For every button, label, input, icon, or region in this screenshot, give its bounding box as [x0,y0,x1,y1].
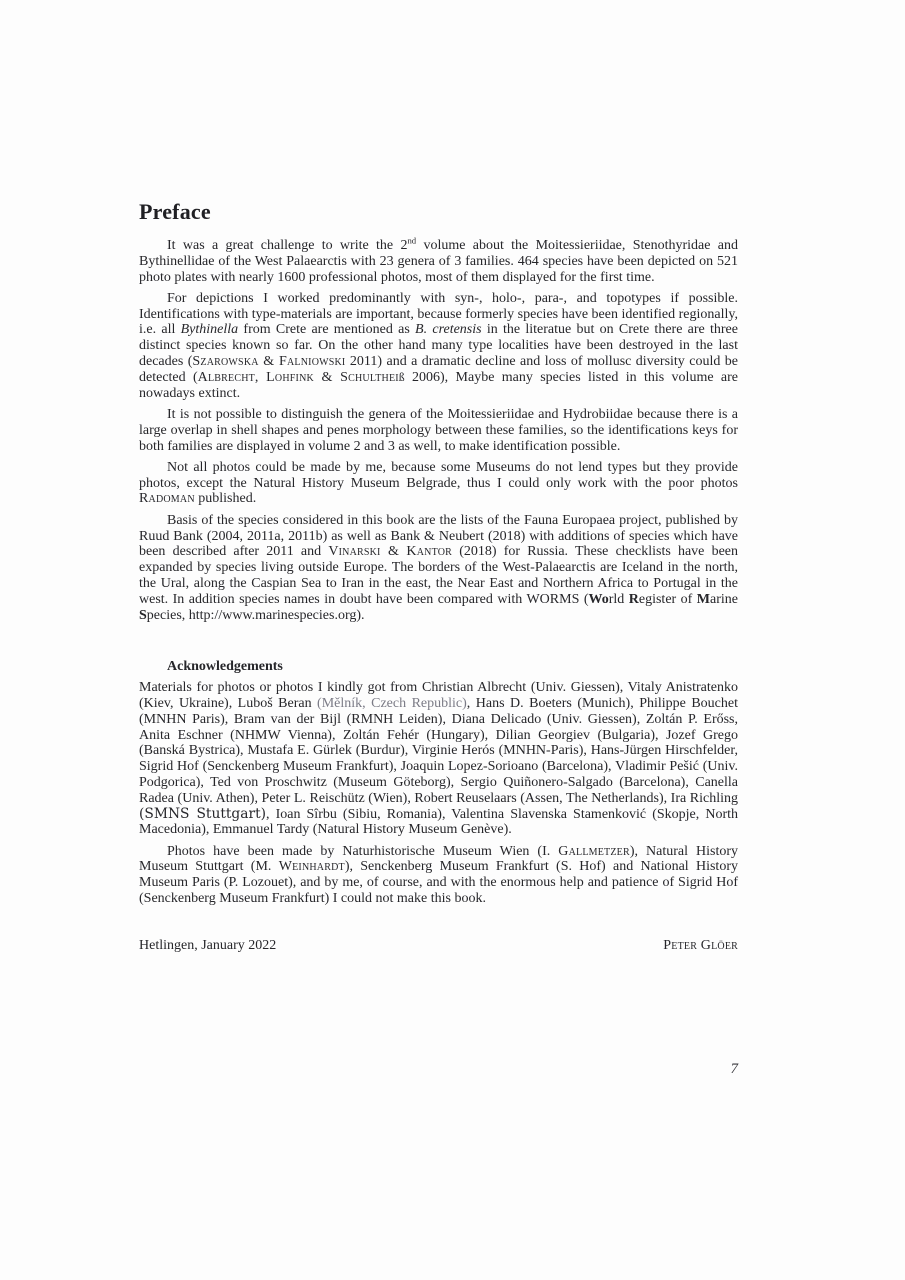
ordinal-superscript: nd [407,235,417,246]
paragraph: Basis of the species considered in this book are the lists of the Fauna Europaea project, published by Ruud Bank (2004, 2011a, 2011b) as well as Bank & Neubert (2018) with additions of species which have been described after 2011 and Vinarski & Kantor (2018) for Russia. These checklists have been expanded by species living outside Europe. The borders of the West-Palaearctis are Iceland in the north, the Ural, along the Caspian Sea to Iran in the east, the Near East and Northern Africa to Portugal in the west. In addition species names in doubt have been compared with WORMS (World Register of Marine Species, http://www.marinespecies.org). [139,512,738,623]
author-citation-smallcaps: Szarowska & Falniowski [192,354,346,370]
alt-font-affiliation: (SMNS Stuttgart) [139,805,266,822]
muted-affiliation: (Mělník, Czech Republic) [317,695,467,711]
paragraph: It is not possible to distinguish the genera of the Moitessieriidae and Hydrobiidae because there is a large overlap in shell shapes and penes morphology between these families, so the identifications keys for both families are displayed in volume 2 and 3 as well, to make identification possible. [139,406,738,454]
species-name-italic: B. cretensis [415,322,482,338]
page-text-block [139,199,738,954]
paragraph: Materials for photos or photos I kindly got from Christian Albrecht (Univ. Giessen), Vitaly Anistratenko (Kiev, Ukraine), Luboš Beran (Mělník, Czech Republic), Hans D. Boeters (Munich), Philippe Bouchet (MNHN Paris), Bram van der Bijl (RMNH Leiden), Diana Delicado (Univ. Giessen), Zoltán P. Erőss, Anita Eschner (NHMW Vienna), Zoltán Fehér (Hungary), Dilian Georgiev (Bulgaria), Jozef Grego (Banská Bystrica), Mustafa E. Gürlek (Burdur), Virginie Herós (MNHN-Paris), Hans-Jürgen Hirschfelder, Sigrid Hof (Senckenberg Museum Frankfurt), Joaquin Lopez-Sorioano (Barcelona), Vladimir Pešić (Univ. Podgorica), Ted von Proschwitz (Museum Göteborg), Sergio Quiñonero-Salgado (Barcelona), Canella Radea (Univ. Athen), Peter L. Reischütz (Wien), Robert Reuselaars (Assen, The Netherlands), Ira Richling (SMNS Stuttgart), Ioan Sîrbu (Sibiu, Romania), Valentina Slavenska Stamenković (Skopje, North Macedonia), Emmanuel Tardy (Natural History Museum Genève). [139,680,739,838]
author-citation-smallcaps: Radoman [139,491,195,507]
acknowledgements-paragraphs [139,680,738,907]
paragraph: It was a great challenge to write the 2nd volume about the Moitessieriidae, Stenothyridae and Bythinellidae of the West Palaearctis with 23 genera of 3 families. 464 species have been depicted on 521 photo plates with nearly 1600 professional photos, most of them displayed for the first time. [139,235,739,285]
paragraph: Photos have been made by Naturhistorische Museum Wien (I. Gallmetzer), Natural History Museum Stuttgart (M. Weinhardt), Senckenberg Museum Frankfurt (S. Hof) and National History Museum Paris (P. Lozouet), and by me, of course, and with the enormous help and patience of Sigrid Hof (Senckenberg Museum Frankfurt) I could not make this book. [139,843,738,906]
species-name-italic: Bythinella [180,322,239,338]
signoff-author: Peter Glöer [663,937,738,953]
preface-paragraphs [139,235,739,623]
acronym-bold-letter: R [628,591,639,607]
acronym-bold-letter: M [696,591,711,607]
photographer-smallcaps: Weinhardt [278,859,345,875]
page-number: 7 [730,1061,738,1077]
acronym-bold-letter: S [139,607,147,623]
acronym-bold-letter: Wo [588,591,609,607]
signoff-place-date: Hetlingen, January 2022 [139,937,277,953]
paragraph: Not all photos could be made by me, because some Museums do not lend types but they provide photos, except the Natural History Museum Belgrade, thus I could only work with the poor photos Radoman published. [139,459,738,507]
author-citation-eszett: ß [398,370,405,384]
signoff-line [139,938,738,954]
acknowledgements-heading: Acknowledgements [167,659,283,675]
photographer-smallcaps: Gallmetzer [558,843,630,859]
author-citation-smallcaps: Vinarski & Kantor [328,544,453,560]
page-title: Preface [139,199,211,224]
author-citation-smallcaps: Albrecht, Lohfink & Schulthei [197,369,399,385]
paragraph: For depictions I worked predominantly with syn-, holo-, para-, and topotypes if possible. Identifications with type-materials are important, because formerly species have been identified regionally, i.e. all Bythinella from Crete are mentioned as B. cretensis in the literatue but on Crete there are three distinct species known so far. On the other hand many type localities have been destroyed in the last decades (Szarowska & Falniowski 2011) and a dramatic decline and loss of mollusc diversity could be detected (Albrecht, Lohfink & Schultheiß 2006), Maybe many species listed in this volume are nowadays extinct. [139,290,738,401]
